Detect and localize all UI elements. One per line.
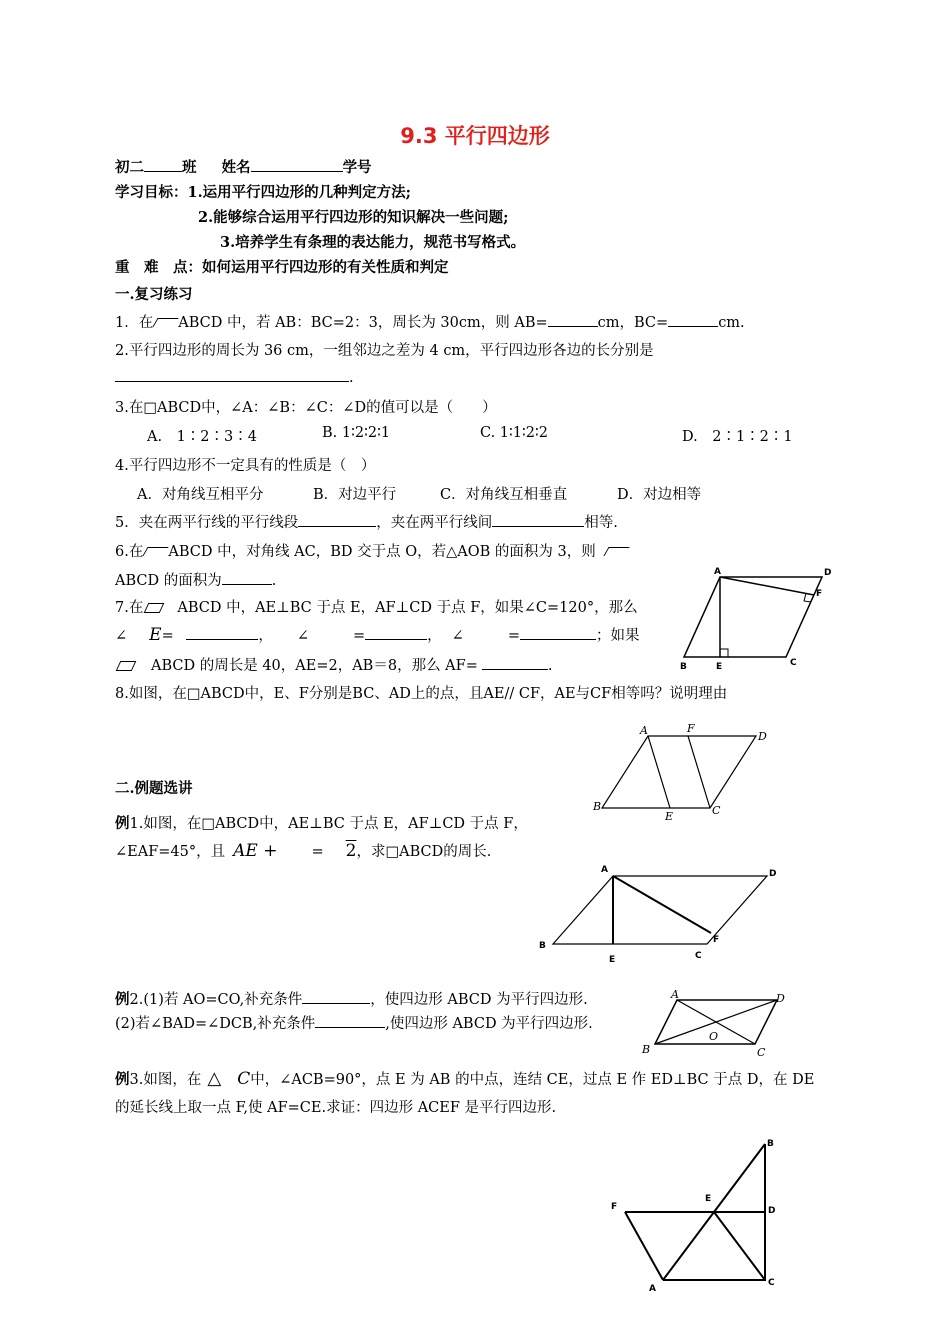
example-3: 例3.如图，在 △ C中，∠ACB=90°，点 E 为 AB 的中点，连结 CE，过点 E 作 ED⊥BC 于点 D，在 DE [115, 1068, 815, 1089]
label-f: F [713, 935, 720, 945]
label-b: B [593, 800, 602, 813]
parallelogram-icon [143, 547, 169, 556]
label-b: B [767, 1139, 774, 1149]
q5-blank-2[interactable] [492, 512, 584, 527]
label-c: C [695, 951, 702, 961]
q3-option-c[interactable]: C. 1∶1∶2∶2 [480, 425, 549, 441]
parallelogram-icon [116, 661, 137, 671]
label-e: E [705, 1194, 712, 1204]
ex2-blank-1[interactable] [302, 989, 370, 1004]
question-2-answer: . [115, 367, 354, 386]
label-a: A [640, 724, 648, 737]
question-4: 4.平行四边形不一定具有的性质是（ ） [115, 458, 376, 474]
parallelogram-abcd [684, 577, 822, 657]
label-c: C [768, 1278, 775, 1288]
example-1-line2: ∠EAF=45°，且 AE + = 2，求□ABCD的周长. [115, 841, 492, 861]
label-f: F [816, 589, 823, 599]
parallelogram-icon [153, 318, 179, 327]
segment-af [720, 577, 814, 595]
example-2: 例2.(1)若 AO=CO,补充条件 ，使四边形 ABCD 为平行四边形. [115, 991, 588, 1008]
bc-blank[interactable] [668, 312, 718, 327]
label-d: D [769, 869, 777, 879]
af-blank[interactable] [482, 655, 548, 670]
label-a: A [714, 567, 721, 577]
q4-option-a[interactable]: A．对角线互相平分 [137, 487, 264, 503]
angle-blank-3[interactable] [520, 625, 596, 640]
q3-option-a[interactable]: A. 1∶2∶3∶4 [147, 429, 257, 445]
name-blank[interactable] [251, 157, 343, 172]
label-c: C [790, 658, 797, 668]
label-a: A [601, 865, 608, 875]
label-d: D [758, 730, 767, 743]
figure-q8 [590, 722, 780, 822]
page-title: 9.3 平行四边形 [400, 124, 550, 148]
label-b: B [642, 1043, 651, 1056]
figure-example-2 [635, 988, 795, 1060]
parallelogram-abcd [553, 876, 767, 944]
segment-cf [688, 736, 710, 808]
question-6-cont: ABCD 的面积为 . [115, 569, 276, 590]
label-d: D [776, 992, 785, 1005]
label-d: D [768, 1206, 776, 1216]
segment-af [613, 876, 711, 933]
section-review: 一.复习练习 [115, 286, 193, 303]
number-label: 学号 [342, 159, 372, 176]
question-6: 6.在 ABCD 中，对角线 AC，BD 交于点 O，若△AOB 的面积为 3，则 [115, 540, 627, 561]
goal-2: 2.能够综合运用平行四边形的知识解决一些问题; [198, 209, 509, 226]
key-points: 重 难 点：如何运用平行四边形的有关性质和判定 [115, 259, 449, 276]
section-examples: 二.例题选讲 [115, 780, 193, 797]
label-a: A [649, 1284, 656, 1294]
class-label: 班 [182, 159, 197, 176]
question-1: 1．在 ABCD 中，若 AB：BC=2：3，周长为 30cm，则 AB= cm，BC= cm. [115, 311, 745, 332]
question-7: 7.在 ABCD 中，AE⊥BC 于点 E，AF⊥CD 于点 F，如果∠C=120°，那么 [115, 600, 638, 616]
label-o: O [709, 1030, 719, 1043]
q3-option-b[interactable]: B. 1∶2∶2∶1 [322, 425, 391, 441]
label-e: E [609, 955, 616, 965]
question-8: 8.如图，在□ABCD中，E、F分别是BC、AD上的点，且AE// CF，AE与CF相等吗？说明理由 [115, 686, 728, 702]
segment-ec [714, 1212, 765, 1280]
parallelogram-icon [144, 603, 165, 613]
goal-1: 学习目标：1.运用平行四边形的几种判定方法; [115, 184, 411, 201]
example-2-line2: (2)若∠BAD=∠DCB,补充条件 ,使四边形 ABCD 为平行四边形. [115, 1012, 593, 1033]
angle-e-blank[interactable] [186, 625, 258, 640]
question-7-line2: ∠ E= ， ∠ = ， ∠ = ；如果 [115, 625, 640, 645]
label-e: E [665, 810, 674, 823]
question-5: 5．夹在两平行线的平行线段 ，夹在两平行线间 相等. [115, 511, 618, 532]
parallelogram-abcd [602, 736, 756, 808]
q4-option-b[interactable]: B．对边平行 [313, 487, 397, 503]
ab-blank[interactable] [548, 312, 598, 327]
label-f: F [611, 1202, 618, 1212]
q4-option-d[interactable]: D．对边相等 [617, 487, 702, 503]
segment-ae [648, 736, 670, 808]
figure-example-3 [605, 1130, 795, 1295]
label-a: A [671, 988, 679, 1001]
figure-example-1 [535, 858, 795, 968]
grade-label: 初二 [115, 159, 144, 176]
example-1: 例1.如图，在□ABCD中，AE⊥BC 于点 E，AF⊥CD 于点 F， [115, 815, 528, 832]
parallelogram-icon [603, 547, 629, 556]
q5-blank-1[interactable] [298, 512, 376, 527]
q4-option-c[interactable]: C．对角线互相垂直 [440, 487, 568, 503]
q3-option-d[interactable]: D. 2∶1∶2∶1 [682, 429, 793, 445]
sides-blank[interactable] [115, 367, 349, 382]
label-f: F [687, 722, 695, 735]
label-c: C [712, 804, 721, 817]
ex2-blank-2[interactable] [315, 1013, 385, 1028]
figure-q7 [680, 565, 850, 675]
class-blank[interactable] [144, 157, 182, 172]
label-b: B [539, 941, 546, 951]
right-angle-e [720, 649, 728, 657]
goal-3: 3.培养学生有条理的表达能力，规范书写格式。 [220, 234, 526, 251]
name-label: 姓名 [221, 159, 251, 176]
student-info [115, 156, 372, 177]
example-3-line2: 的延长线上取一点 F,使 AF=CE.求证：四边形 ACEF 是平行四边形. [115, 1100, 557, 1116]
question-7-line3: ABCD 的周长是 40，AE=2，AB＝8，那么 AF= . [115, 654, 552, 675]
label-b: B [680, 662, 687, 672]
angle-blank-2[interactable] [365, 625, 427, 640]
question-2: 2.平行四边形的周长为 36 cm，一组邻边之差为 4 cm，平行四边形各边的长分别是 [115, 343, 654, 359]
label-d: D [824, 568, 832, 578]
question-3: 3.在□ABCD中，∠A：∠B：∠C：∠D的值可以是（ ） [115, 400, 497, 416]
label-e: E [716, 662, 723, 672]
segment-fa [625, 1212, 663, 1280]
label-c: C [757, 1046, 766, 1059]
q6-blank[interactable] [222, 570, 272, 585]
